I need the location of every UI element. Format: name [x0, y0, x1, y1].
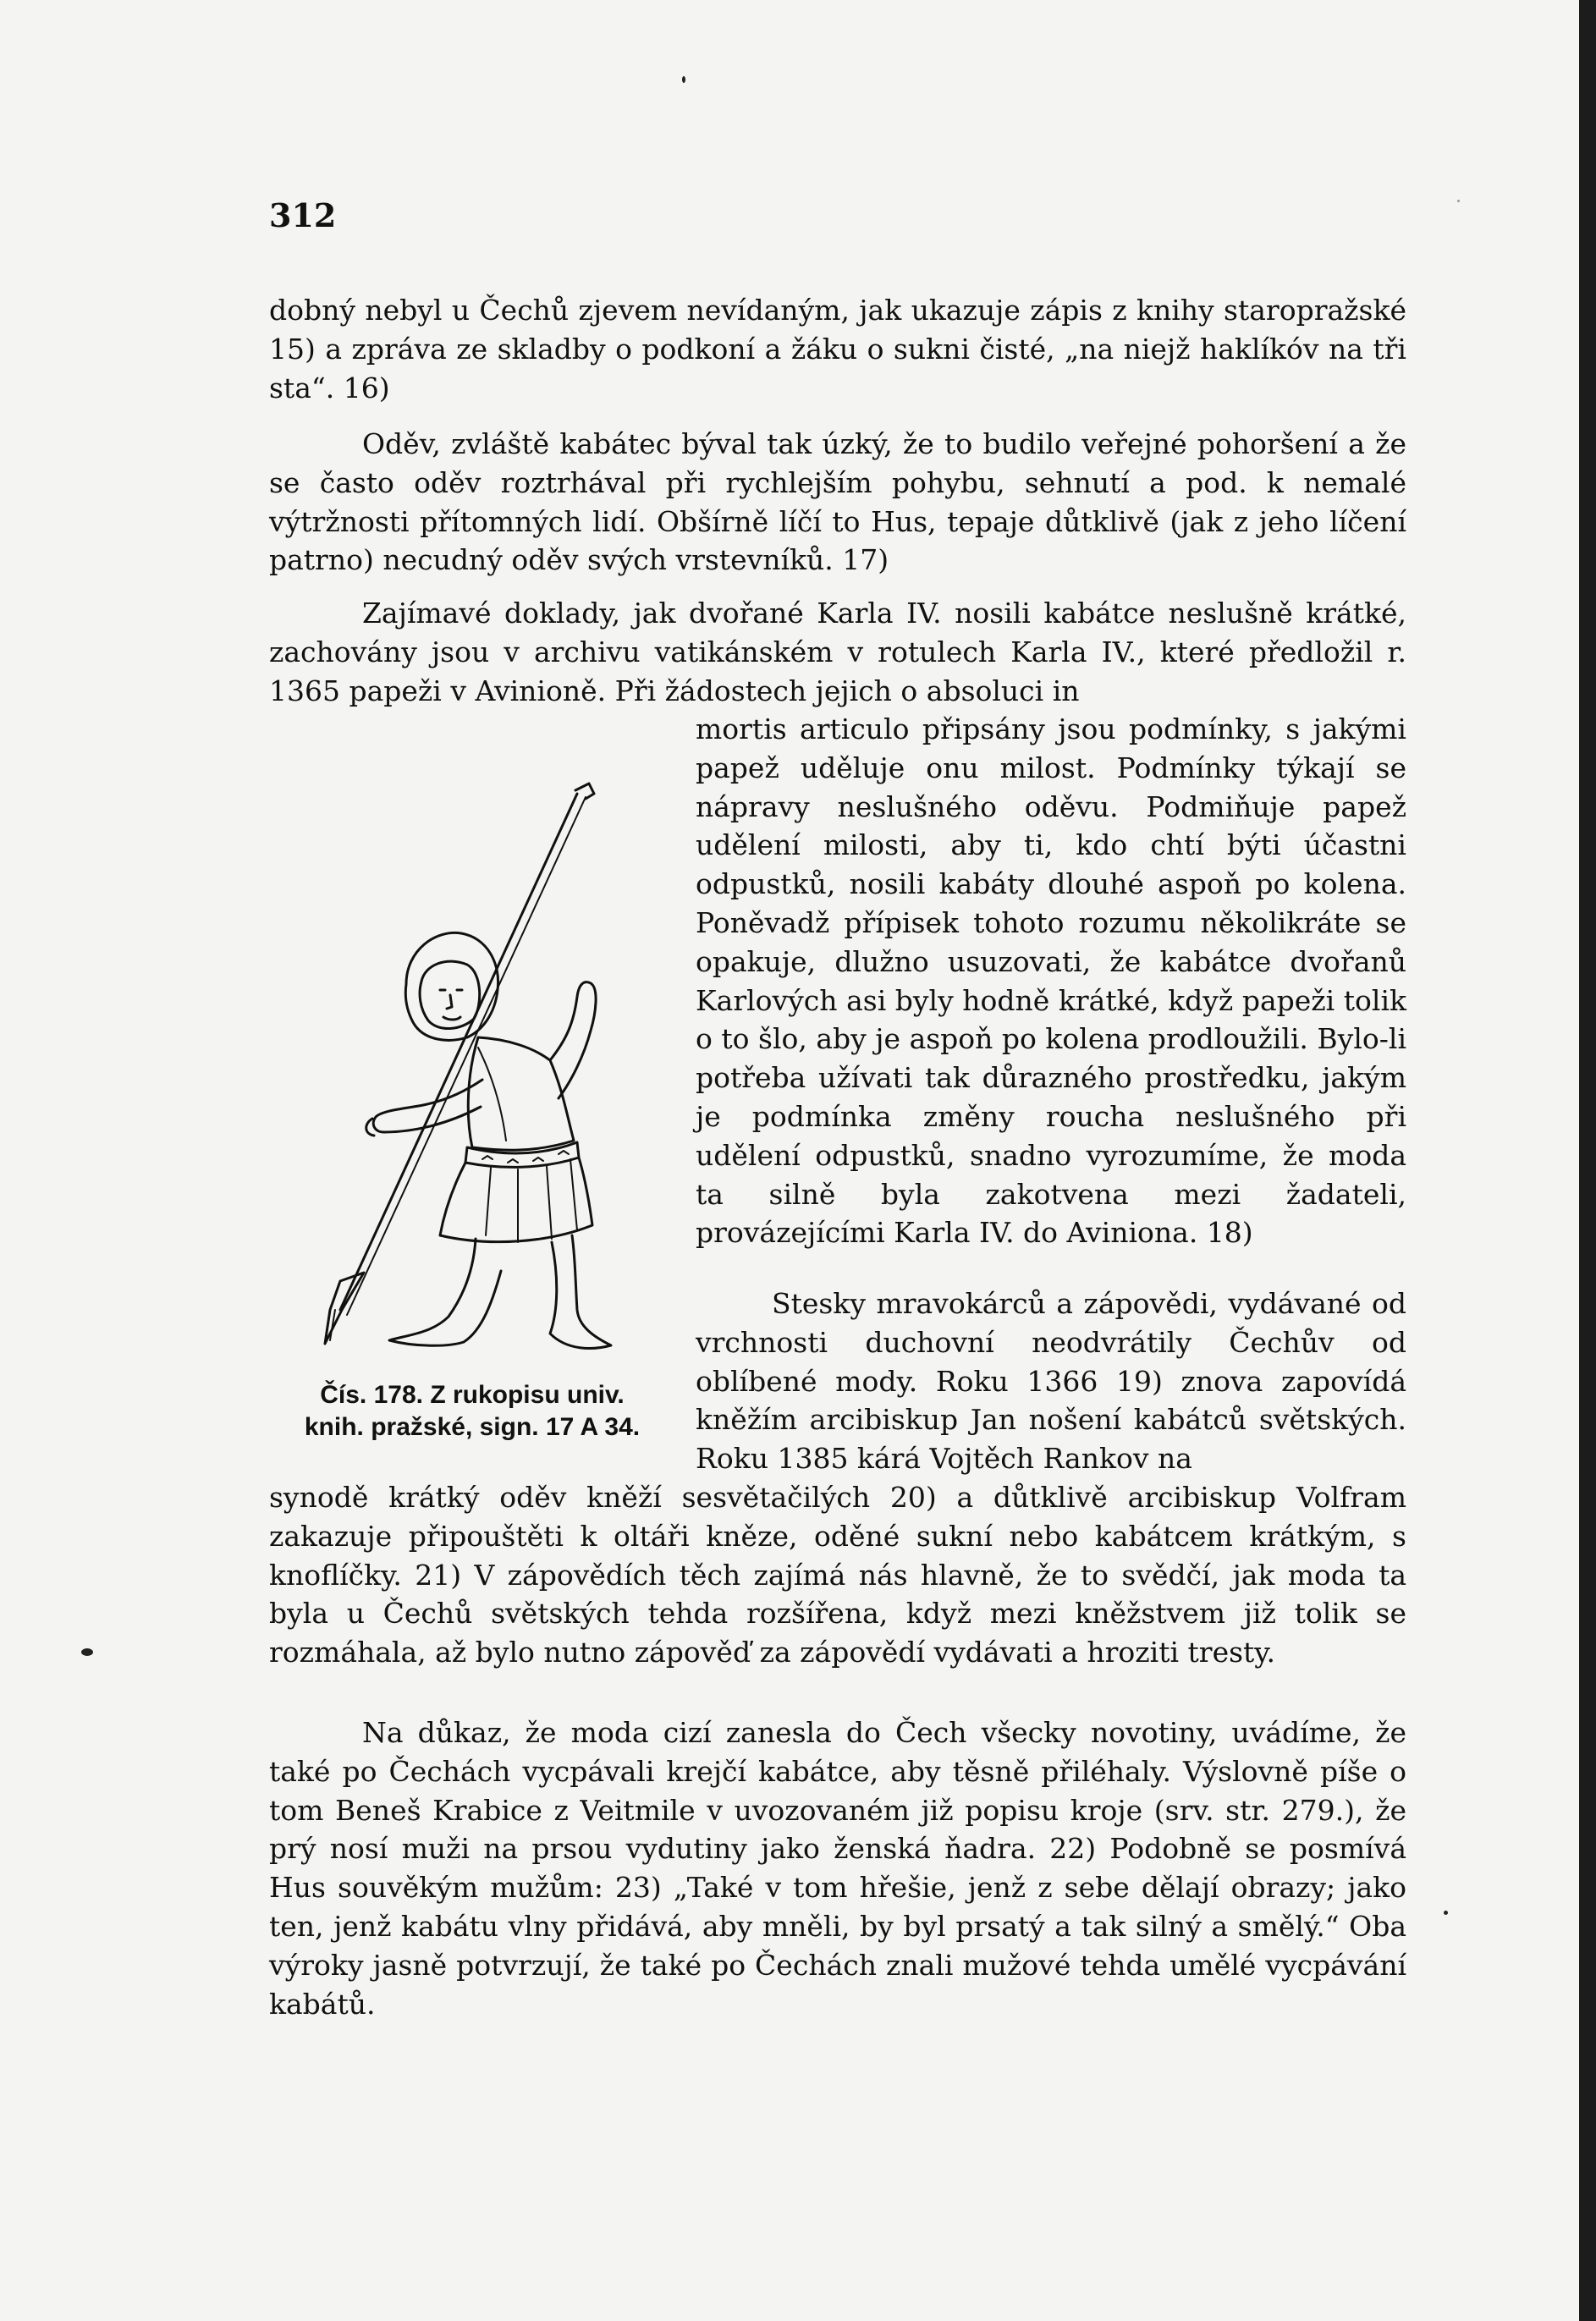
paragraph-4-continued: synodě krátký oděv kněží sesvětačilých 20) a důtklivě arcibiskup Volfram zakazuje připouštěti k oltáři kněze, oděné sukní nebo kabátcem krátkým, s knoflíčky. 21) V zápovědích těch zajímá nás hlavně, že to svědčí, jak moda ta byla u Čechů světských tehda rozšířena, když mezi kněžstvem již tolik se rozmáhala, až bylo nutno zápověď za zápovědí vydávati a hroziti tresty. [269, 1481, 1406, 1669]
paragraph-5: Na důkaz, že moda cizí zanesla do Čech všecky novotiny, uvádíme, že také po Čechách vycpávali krejčí kabátce, aby těsně přiléhaly. Výslovně píše o tom Beneš Krabice z Veitmile v uvozovaném již popisu kroje (srv. str. 279.), že prý nosí muži na prsou vydutiny jako ženská ňadra. 22) Podobně se posmívá Hus souvěkým mužům: 23) „Také v tom hřešie, jenž z sebe dělají obrazy; jako ten, jenž kabátu vlny přidává, aby mněli, by byl prsatý a tak silný a smělý.“ Oba výroky jasně potvrzují, že také po Čechách znali mužové tehda umělé vycpávání kabátů. [269, 1716, 1406, 2021]
figure-caption [269, 1379, 675, 1444]
figure-caption-line-2: knih. pražské, sign. 17 A 34. [304, 1413, 641, 1441]
paragraph-4: Stesky mravokárců a zápovědi, vydávané od vrchnosti duchovní neodvrátily Čechův od oblíbené mody. Roku 1366 19) znova zapovídá kněžím arcibiskup Jan nošení kabátců světských. Roku 1385 kárá Vojtěch Rankov na [696, 1287, 1406, 1476]
figure-belt [465, 1142, 579, 1167]
figure-coat [468, 1037, 574, 1150]
paragraph-2: Oděv, zvláště kabátec býval tak úzký, že to budilo veřejné pohoršení a že se často oděv roztrhával při rychlejším pohybu, sehnutí a pod. k nemalé výtržnosti přítomných lidí. Obšírně líčí to Hus, tepaje důtklivě (jak z jeho líčení patrno) necudný oděv svých vrstevníků. 17) [269, 427, 1406, 577]
ink-speck [1457, 200, 1460, 202]
figure-skirt [440, 1158, 592, 1242]
figure-leg-left [389, 1239, 501, 1345]
ink-speck [81, 1648, 93, 1656]
ink-speck [1444, 1911, 1448, 1915]
figure-arm-lower [373, 1080, 482, 1132]
paragraph-1: dobný nebyl u Čechů zjevem nevídaným, jak ukazuje zápis z knihy staropražské 15) a zpráva ze skladby o podkoní a žáku o sukni čisté, „na niejž haklíkóv na tři sta“. 16) [269, 294, 1406, 404]
figure-illustration [279, 768, 677, 1361]
page-number: 312 [269, 196, 337, 234]
spear-shaft [340, 794, 577, 1310]
scan-edge [1579, 0, 1596, 2321]
figure-caption-line-1: Čís. 178. Z rukopisu univ. [320, 1381, 625, 1409]
ink-speck [682, 76, 685, 83]
paragraph-3-continued: mortis articulo připsány jsou podmínky, s jakými papež uděluje onu milost. Podmínky týkají se nápravy neslušného oděvu. Podmiňuje papež udělení milosti, aby ti, kdo chtí býti účastni odpustků, nosili kabáty dlouhé aspoň po kolena. Poněvadž přípisek tohoto rozumu několikráte se opakuje, dlužno usuzovati, že kabátce dvořanů Karlových asi byly hodně krátké, když papeži tolik o to šlo, aby je aspoň po kolena prodloužili. Bylo-li potřeba užívati tak důrazného prostředku, jakým je podmínka změny roucha neslušného při udělení odpustků, snadno vyrozumíme, že moda ta silně byla zakotvena mezi žadateli, provázejícími Karla IV. do Aviniona. 18) [696, 712, 1406, 1250]
figure-leg-right [550, 1235, 611, 1348]
paragraph-3: Zajímavé doklady, jak dvořané Karla IV. nosili kabátce neslušně krátké, zachovány jsou v archivu vatikánském v rotulech Karla IV., které předložil r. 1365 papeži v Avinioně. Při žádostech jejich o absoluci in [269, 597, 1406, 707]
